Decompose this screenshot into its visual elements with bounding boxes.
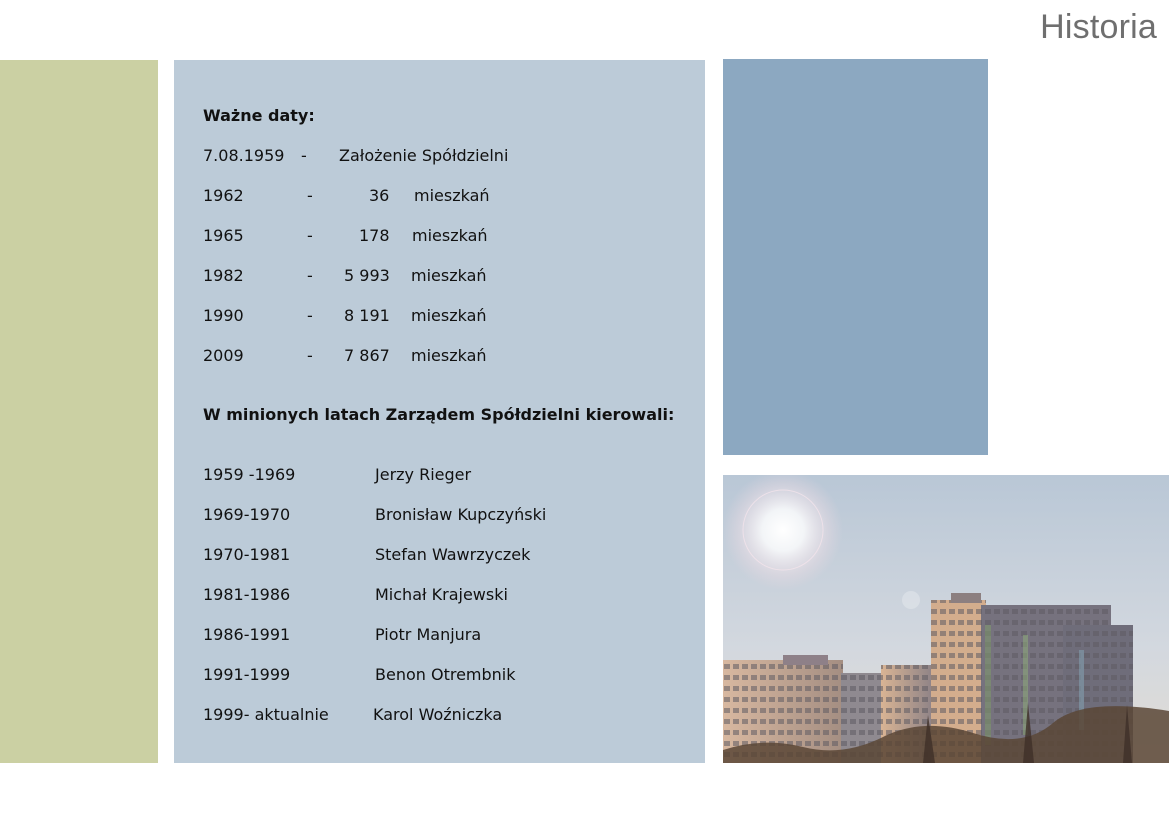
date-year: 1962 [203,186,244,205]
date-description: mieszkań [411,346,487,365]
board-person: Piotr Manjura [375,625,482,644]
date-year: 7.08.1959 [203,146,285,165]
date-description: mieszkań [414,186,490,205]
date-year: 1990 [203,306,244,325]
board-period: 1970-1981 [203,545,291,564]
apartment-count: 8 191 [344,306,390,325]
date-dash: - [301,146,307,165]
date-dash: - [307,306,313,325]
date-year: 2009 [203,346,244,365]
page-title: Historia [1040,8,1157,46]
dates-heading: Ważne daty: [203,106,315,125]
board-period: 1986-1991 [203,625,291,644]
board-period: 1999- aktualnie [203,705,329,724]
date-dash: - [307,226,313,245]
apartment-count: 36 [369,186,390,205]
board-person: Bronisław Kupczyński [375,505,547,524]
board-period: 1969-1970 [203,505,291,524]
date-description: mieszkań [411,266,487,285]
board-period: 1981-1986 [203,585,291,604]
date-dash: - [307,186,313,205]
date-year: 1982 [203,266,244,285]
green-side-panel [0,60,158,763]
board-person: Jerzy Rieger [375,465,472,484]
apartment-count: 5 993 [344,266,390,285]
history-info-panel [174,60,705,763]
board-person: Karol Woźniczka [373,705,503,724]
date-description: mieszkań [411,306,487,325]
board-person: Benon Otrembnik [375,665,516,684]
date-year: 1965 [203,226,244,245]
board-person: Stefan Wawrzyczek [375,545,531,564]
date-description: mieszkań [412,226,488,245]
board-person: Michał Krajewski [375,585,508,604]
board-period: 1959 -1969 [203,465,296,484]
board-heading: W minionych latach Zarządem Spółdzielni kierowali: [203,405,675,424]
date-dash: - [307,346,313,365]
blue-decorative-block [723,59,988,455]
date-dash: - [307,266,313,285]
date-description: Założenie Spółdzielni [339,146,509,165]
apartment-blocks-photo [723,475,1169,763]
board-period: 1991-1999 [203,665,291,684]
apartment-count: 178 [359,226,390,245]
apartment-count: 7 867 [344,346,390,365]
